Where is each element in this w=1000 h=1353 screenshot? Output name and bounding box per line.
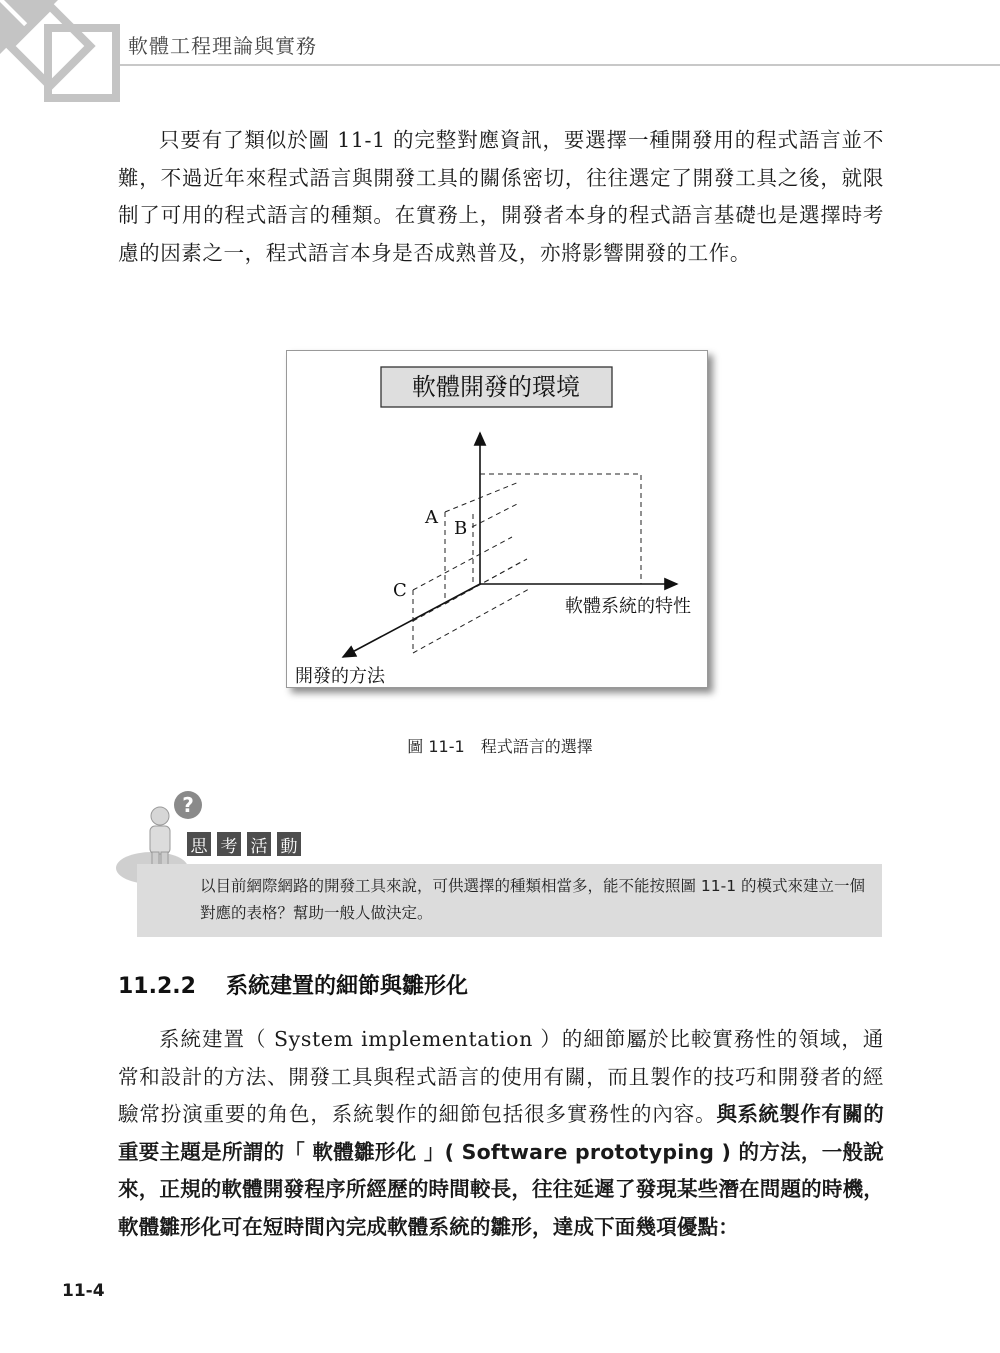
header-rule xyxy=(120,64,1000,66)
figure-11-1 xyxy=(286,350,708,688)
x-axis-label: 軟體系統的特性 xyxy=(565,596,691,617)
title-char: 活 xyxy=(247,832,271,856)
title-char: 動 xyxy=(277,832,301,856)
running-header-title: 軟體工程理論與實務 xyxy=(128,34,317,58)
z-axis xyxy=(343,584,480,657)
z-axis-label: 開發的方法 xyxy=(295,666,385,687)
think-activity-title xyxy=(187,832,301,856)
title-char: 思 xyxy=(187,832,211,856)
section-number: 11.2.2 xyxy=(118,974,196,999)
section-title: 系統建置的細節與雛形化 xyxy=(225,974,468,999)
section-heading xyxy=(118,969,468,1000)
diagram-title: 軟體開發的環境 xyxy=(412,373,580,401)
section-paragraph-bold-text: 與系統製作有關的重要主題是所謂的「 軟體雛形化 」( Software prototyping ) 的方法，一般說來，正規的軟體開發程序所經歷的時間較長，往往延遲了發現某些潛在問題的時機，軟體雛形化可在短時間內完成軟體系統的雛形，達成下面幾項優點： xyxy=(118,1102,884,1239)
caption-text: 程式語言的選擇 xyxy=(480,737,593,756)
point-label-c: C xyxy=(393,580,407,601)
title-char: 考 xyxy=(217,832,241,856)
point-label-a: A xyxy=(425,507,438,528)
section-paragraph xyxy=(118,1021,884,1246)
intro-paragraph: 只要有了類似於圖 11-1 的完整對應資訊，要選擇一種開發用的程式語言並不難，不過近年來程式語言與開發工具的關係密切，往往選定了開發工具之後，就限制了可用的程式語言的種類。在實務上，開發者本身的程式語言基礎也是選擇時考慮的因素之一，程式語言本身是否成熟普及，亦將影響開發的工作。 xyxy=(118,128,884,265)
environment-diagram xyxy=(287,351,707,687)
projection-lines xyxy=(413,474,641,653)
point-label-b: B xyxy=(454,518,468,539)
page-number: 11-4 xyxy=(62,1281,105,1301)
corner-decoration xyxy=(0,0,130,110)
caption-number: 圖 11-1 xyxy=(407,737,465,756)
figure-caption xyxy=(0,734,1000,757)
svg-text:?: ? xyxy=(182,793,194,817)
section-paragraph-text: 系統建置（ System implementation ）的細節屬於比較實務性的領域，通常和設計的方法、開發工具與程式語言的使用有關，而且製作的技巧和開發者的經驗常扮演重要的角色，系統製作的細節包括很多實務性的內容。 xyxy=(118,1027,884,1126)
think-activity-text: 以目前網際網路的開發工具來說，可供選擇的種類相當多，能不能按照圖 11-1 的模式來建立一個對應的表格？幫助一般人做決定。 xyxy=(200,877,866,922)
